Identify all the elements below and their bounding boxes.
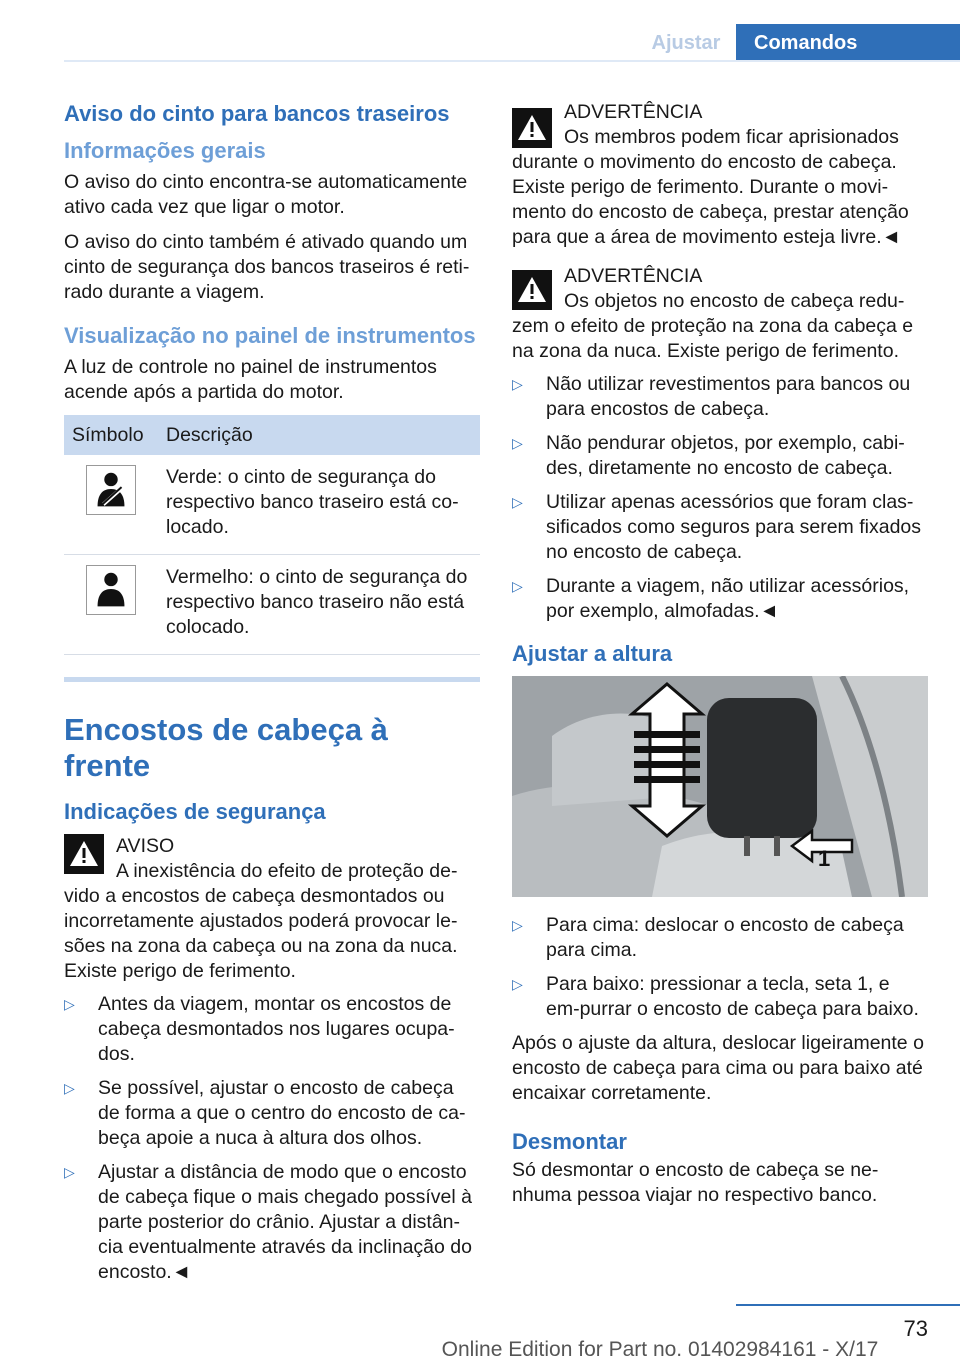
- section-title-height: Ajustar a altura: [512, 641, 673, 666]
- safety-list: [64, 992, 480, 1285]
- list-item: ▷ Utilizar apenas acessórios que foram clas-sificados como seguros para serem fixados no encosto de cabeça.: [512, 491, 922, 563]
- section-title-remove: Desmontar: [512, 1129, 627, 1154]
- seatbelt-fastened-icon: [86, 465, 136, 515]
- warning-text: durante o movimento do encosto de cabeça. Existe perigo de ferimento. Durante o movi-mento do encosto de cabeça, prestar atenção para que a área de movimento esteja livre.◄: [512, 151, 909, 248]
- section-title-belt-warning: Aviso do cinto para bancos traseiros: [64, 101, 450, 126]
- warning-label: ADVERTÊNCIA: [564, 101, 703, 123]
- section-divider: [64, 677, 480, 682]
- warning-text: zem o efeito de proteção na zona da cabeça e na zona da nuca. Existe perigo de ferimento.: [512, 315, 914, 362]
- page-header: [0, 0, 960, 62]
- paragraph: Só desmontar o encosto de cabeça se ne-nhuma pessoa viajar no respectivo banco.: [512, 1159, 879, 1206]
- list-item: ▷ Para baixo: pressionar a tecla, seta 1, e em-purrar o encosto de cabeça para baixo.: [512, 973, 919, 1020]
- chapter-title-headrests: Encostos de cabeça à frente: [64, 712, 388, 783]
- symbol-table: [64, 415, 480, 655]
- list-item: ▷ Se possível, ajustar o encosto de cabeça de forma a que o centro do encosto de ca-beça apoie a nuca à altura dos olhos.: [64, 1077, 466, 1149]
- list-item: ▷ Ajustar a distância de modo que o encosto de cabeça fique o mais chegado possível à parte posterior do crânio. Ajustar a distân-cia eventualmente através da inclinação do encosto.◄: [64, 1161, 472, 1283]
- photo-callout: 1: [818, 846, 831, 871]
- warning-text-first: Os membros podem ficar aprisionados: [564, 126, 899, 148]
- section-title-safety: Indicações de segurança: [64, 799, 326, 824]
- paragraph: Após o ajuste da altura, deslocar ligeiramente o encosto de cabeça para cima ou para baixo até encaixar corretamente.: [512, 1032, 924, 1104]
- header-tab-comandos[interactable]: Comandos: [736, 24, 960, 62]
- right-column: [512, 100, 928, 1218]
- triangle-right-icon: ▷: [64, 996, 75, 1012]
- list-item: ▷ Para cima: deslocar o encosto de cabeça para cima.: [512, 914, 904, 961]
- table-header-description: Descrição: [158, 415, 480, 455]
- paragraph: O aviso do cinto encontra-se automaticamente ativo cada vez que ligar o motor.: [64, 171, 468, 218]
- edition-note: Online Edition for Part no. 01402984161 - X/17: [441, 1338, 879, 1361]
- accessory-list: [512, 372, 928, 624]
- headrest-photo: [512, 676, 928, 897]
- table-row: [64, 555, 480, 655]
- warning-text-first: A inexistência do efeito de proteção de-: [116, 860, 458, 882]
- warning-block: [512, 264, 928, 364]
- warning-block: [64, 834, 480, 984]
- headrest-illustration: [512, 676, 928, 897]
- triangle-right-icon: ▷: [512, 578, 523, 594]
- warning-text-first: Os objetos no encosto de cabeça redu-: [564, 290, 905, 312]
- triangle-right-icon: ▷: [512, 435, 523, 451]
- warning-text: vido a encostos de cabeça desmontados ou incorretamente ajustados poderá provocar le-sões na zona da cabeça ou na zona da nuca. Existe perigo de ferimento.: [64, 885, 458, 982]
- warning-label: AVISO: [116, 835, 175, 857]
- triangle-right-icon: ▷: [64, 1164, 75, 1180]
- header-divider: [64, 60, 960, 62]
- table-header-symbol: Símbolo: [64, 415, 158, 455]
- list-item: ▷ Não pendurar objetos, por exemplo, cabi-des, diretamente no encosto de cabeça.: [512, 432, 905, 479]
- footer-divider: [736, 1304, 960, 1306]
- list-item: ▷ Não utilizar revestimentos para bancos ou para encostos de cabeça.: [512, 373, 911, 420]
- warning-triangle-icon: [64, 834, 104, 874]
- warning-triangle-icon: [512, 270, 552, 310]
- warning-block: [512, 100, 928, 250]
- paragraph: A luz de controle no painel de instrumentos acende após a partida do motor.: [64, 356, 437, 403]
- height-list: [512, 913, 928, 1022]
- triangle-right-icon: ▷: [512, 917, 523, 933]
- warning-label: ADVERTÊNCIA: [564, 265, 703, 287]
- page-number: 73: [903, 1316, 928, 1341]
- triangle-right-icon: ▷: [512, 376, 523, 392]
- list-item: ▷ Durante a viagem, não utilizar acessórios, por exemplo, almofadas.◄: [512, 575, 910, 622]
- left-column: [64, 100, 480, 1294]
- triangle-right-icon: ▷: [64, 1080, 75, 1096]
- header-tab-ajustar[interactable]: Ajustar: [651, 32, 721, 54]
- triangle-right-icon: ▷: [512, 976, 523, 992]
- table-row: [64, 455, 480, 555]
- table-cell-description: Vermelho: o cinto de segurança do respectivo banco traseiro não está colocado.: [158, 555, 480, 655]
- subtitle-instrument-display: Visualização no painel de instrumentos: [64, 323, 476, 348]
- paragraph: O aviso do cinto também é ativado quando um cinto de segurança dos bancos traseiros é reti-rado durante a viagem.: [64, 231, 470, 303]
- seatbelt-unfastened-icon: [86, 565, 136, 615]
- triangle-right-icon: ▷: [512, 494, 523, 510]
- table-cell-description: Verde: o cinto de segurança do respectivo banco traseiro está co-locado.: [158, 455, 480, 555]
- list-item: ▷ Antes da viagem, montar os encostos de cabeça desmontados nos lugares ocupa-dos.: [64, 993, 455, 1065]
- warning-triangle-icon: [512, 108, 552, 148]
- subtitle-general-info: Informações gerais: [64, 138, 266, 163]
